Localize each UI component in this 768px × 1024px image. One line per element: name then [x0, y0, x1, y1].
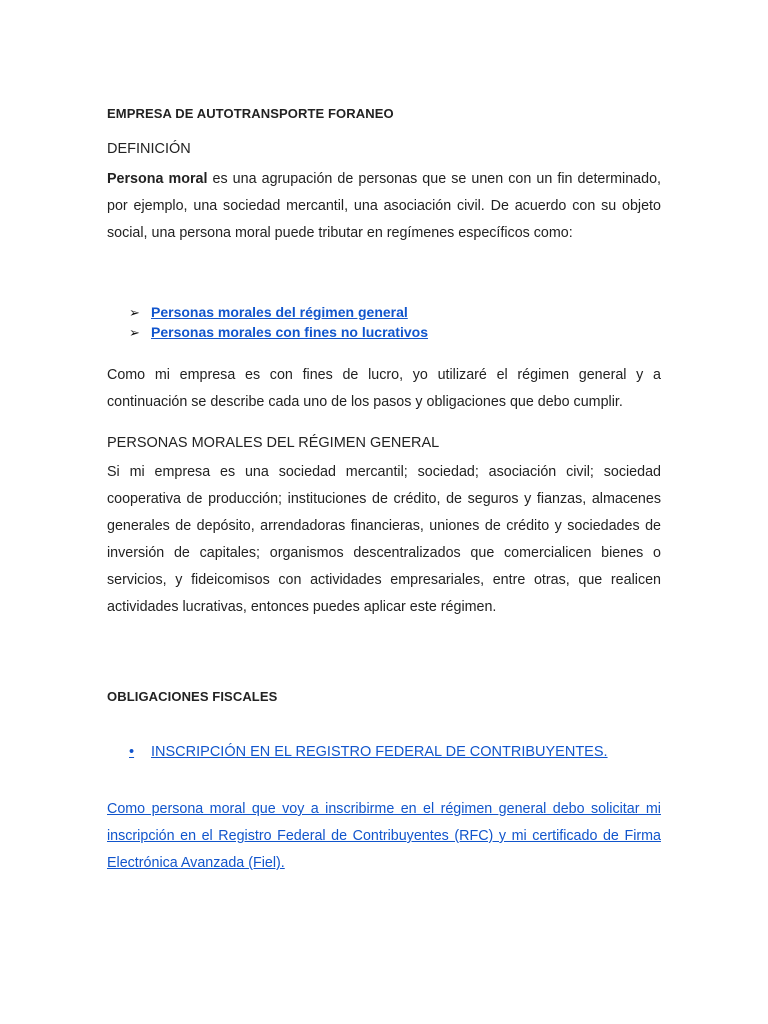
link-rfc-paragraph[interactable]: Como persona moral que voy a inscribirme en el régimen general debo solicitar mi inscripción en el Registro Federal de Contribuyentes (RFC) y mi certificado de Firma Electrónica Avanzada (Fiel). — [107, 801, 661, 871]
document-title: EMPRESA DE AUTOTRANSPORTE FORANEO — [107, 106, 394, 121]
regime-link-list — [129, 302, 428, 342]
rfc-bullet-item — [129, 744, 608, 760]
link-fines-no-lucrativos[interactable]: Personas morales con fines no lucrativos — [151, 324, 428, 340]
general-regime-paragraph: Si mi empresa es una sociedad mercantil; sociedad; asociación civil; sociedad cooperativa de producción; instituciones de crédito, de seguros y fianzas, almacenes generales de depósito, arrendadoras financieras, uniones de crédito y sociedades de inversión de capitales; organismos descentralizados que comercialicen bienes o servicios, y fideicomisos con actividades empresariales, entre otras, que realicen actividades lucrativas, entonces puedes aplicar este régimen. — [107, 464, 661, 615]
list-item — [129, 322, 428, 342]
bullet-dot-icon: • — [129, 744, 135, 760]
definition-heading: DEFINICIÓN — [107, 141, 191, 157]
definition-paragraph — [107, 166, 661, 247]
definition-term: Persona moral — [107, 171, 208, 187]
list-item — [129, 302, 428, 322]
link-inscripcion-rfc[interactable]: INSCRIPCIÓN EN EL REGISTRO FEDERAL DE CONTRIBUYENTES. — [151, 744, 608, 760]
arrow-bullet-icon: ➢ — [129, 325, 140, 340]
obligations-heading: OBLIGACIONES FISCALES — [107, 689, 278, 704]
definition-text: es una agrupación de personas que se unen con un fin determinado, por ejemplo, una sociedad mercantil, una asociación civil. De acuerdo con su objeto social, una persona moral puede tributar en regímenes específicos como: — [107, 171, 662, 241]
general-regime-heading: PERSONAS MORALES DEL RÉGIMEN GENERAL — [107, 435, 440, 451]
choice-paragraph: Como mi empresa es con fines de lucro, yo utilizaré el régimen general y a continuación se describe cada uno de los pasos y obligaciones que debo cumplir. — [107, 367, 661, 410]
arrow-bullet-icon: ➢ — [129, 305, 140, 320]
link-regimen-general[interactable]: Personas morales del régimen general — [151, 304, 408, 320]
